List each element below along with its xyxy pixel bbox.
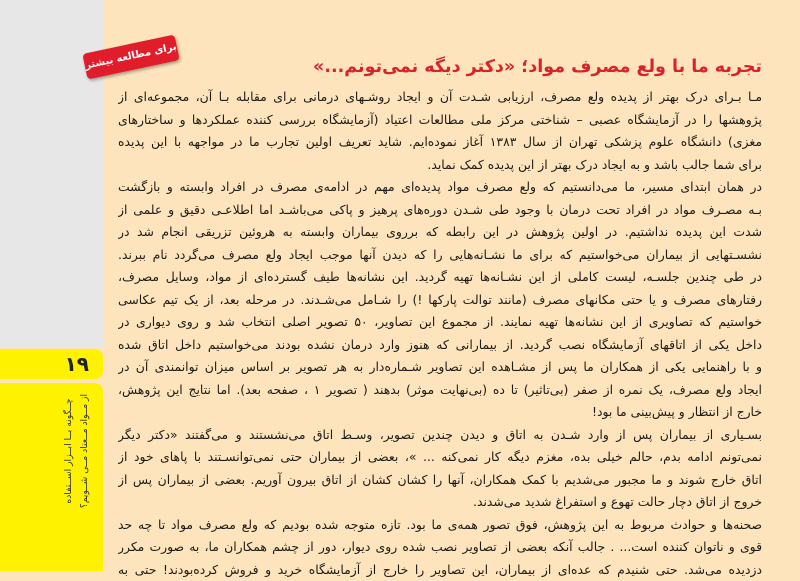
page-number: ۱۹	[65, 352, 89, 376]
body-line: خارج از انتظار و پیش‌بینی ما بود!	[118, 401, 762, 424]
body-line: پژوهشها را در آزمایشگاه عصبی – شناختی مرکز ملی مطالعات اعتیاد (آزمایشگاه بررسی کننده عملکردها و ساختارهای	[118, 109, 762, 132]
body-line: و با راهنمایی یکی از همکاران ما پس از مشـاهده این تصاویر شـماره‌دار به هر تصویر بر اساس میزان توانمندی آن در	[118, 356, 762, 379]
body-line: مـا بـرای درک بهتر از پدیده ولع مصرف، ارزیابی شـدت آن و ایجاد روشـهای درمانی برای مقابله بـا آن، مجموعه‌ای از	[118, 86, 762, 109]
further-reading-badge[interactable]: برای مطالعه بیشتر	[82, 35, 179, 80]
body-line: نشسـتهایی از بیماران می‌خواستیم که برای ما نشـانه‌هایی را که دیدن آنها موجب ایجاد ولع مصرف می‌گردد نام ببرند.	[118, 244, 762, 267]
body-line: در طی چندین جلسـه، لیست کاملی از این نشـانه‌ها تهیه گردید. این نشانه‌ها طیف گسترده‌ای از مواد، وسایل مصرف،	[118, 266, 762, 289]
article-body	[118, 86, 762, 581]
body-line: در همان ابتدای مسیر، ما می‌دانستیم که ولع مصرف مواد پدیده‌ای مهم در ادامه‌ی مصرف در افراد وابسته و بازگشت	[118, 176, 762, 199]
body-line: خواستیم که تصاویری از این نشانه‌ها تهیه نمایند. از مجموع این تصاویر، ۵۰ تصویر اصلی انتخاب شد و روی دیواری در	[118, 311, 762, 334]
body-line: بسـیاری از بیماران پس از وارد شـدن به اتاق و دیدن چندین تصویر، وسـط اتاق می‌نشستند و می‌گفتند «دکتر دیگر	[118, 424, 762, 447]
body-line: برای شما جالب باشد و به ایجاد درک بهتر از این پدیده کمک نماید.	[118, 154, 762, 177]
body-line: خروج از اتاق دچار حالت تهوع و استفراغ شدید می‌شدند.	[118, 491, 762, 514]
body-line: شدت این پدیده نداشتیم. در اولین پژوهش در این رابطه که برروی بیماران وابسته به هروئین تزریقی انجام شد در	[118, 221, 762, 244]
body-line: قوی و ناتوان کننده است... . جالب آنکه بعضی از تصاویر نصب شده روی دیوار، دور از چشم همکاران ما، به صورت مکرر	[118, 536, 762, 559]
article-title: تجربه ما با ولع مصرف مواد؛ «دکتر دیگه نمی‌تونم...»	[313, 55, 762, 79]
body-line: نمی‌تونم ادامه بدم، حالم خیلی بده، مغزم دیگه کار نمی‌کنه ... »، بعضی از بیماران حتی نمی‌توانسـتند با پاهای خود از	[118, 446, 762, 469]
chapter-title-line-1: چــگونه بــا ابــزار اســتفاده	[61, 387, 77, 515]
body-line: رفتارهای مصرف و یا حتی مکانهای مصرف (مانند توالت پارکها !) را شـامل می‌شـدند. در مرحله بعد، از یک تیم عکاسی	[118, 289, 762, 312]
chapter-title	[60, 387, 98, 515]
body-line: مغزی) دانشگاه علوم پزشکی تهران از سال ۱۳۸۳ آغاز نموده‌ایم. شاید تعریف اولین تجارب ما در مواجهه با این پدیده	[118, 131, 762, 154]
body-line: داخل یکی از اتاقهای آزمایشگاه نصب گردید. از بیمارانی که هنوز وارد درمان نشده بودند می‌خواستیم داخل اتاق شده	[118, 334, 762, 357]
chapter-title-tab	[0, 383, 103, 571]
body-line: اتاق خارج شوند و ما مجبور می‌شدیم با کمک همکاران، آنها را کشان کشان از اتاق بیرون آوریم. بعضی از بیماران پس از	[118, 469, 762, 492]
chapter-title-line-2: از مــواد مــعتاد مــی شــویم؟	[77, 387, 93, 515]
body-line: بـه مصـرف مواد در افراد تحت درمان با وجود طی شـدن دوره‌های پرهیز و پاکی می‌باشـد اما اطلاعـی دقیق و علمی از	[118, 199, 762, 222]
body-line: صحنه‌ها و حوادث مربوط به این پژوهش، فوق تصور همه‌ی ما بود. تازه متوجه شده بودیم که ولع مصرف مواد تا چه حد	[118, 514, 762, 537]
body-line: دزدیده می‌شد. حتی شنیدم که عده‌ای از بیماران، این تصاویر را خارج از آزمایشگاه خرید و فروش کرده‌بودند! حتی به	[118, 559, 762, 581]
page-number-tab	[0, 349, 103, 379]
body-line: ایجاد ولع مصرف، یک نمره از صفر (بی‌تاثیر) تا ده (بی‌نهایت موثر) بدهند ( تصویر ۱ ، صفحه بعد). اما نتایج این پژوهش،	[118, 379, 762, 402]
